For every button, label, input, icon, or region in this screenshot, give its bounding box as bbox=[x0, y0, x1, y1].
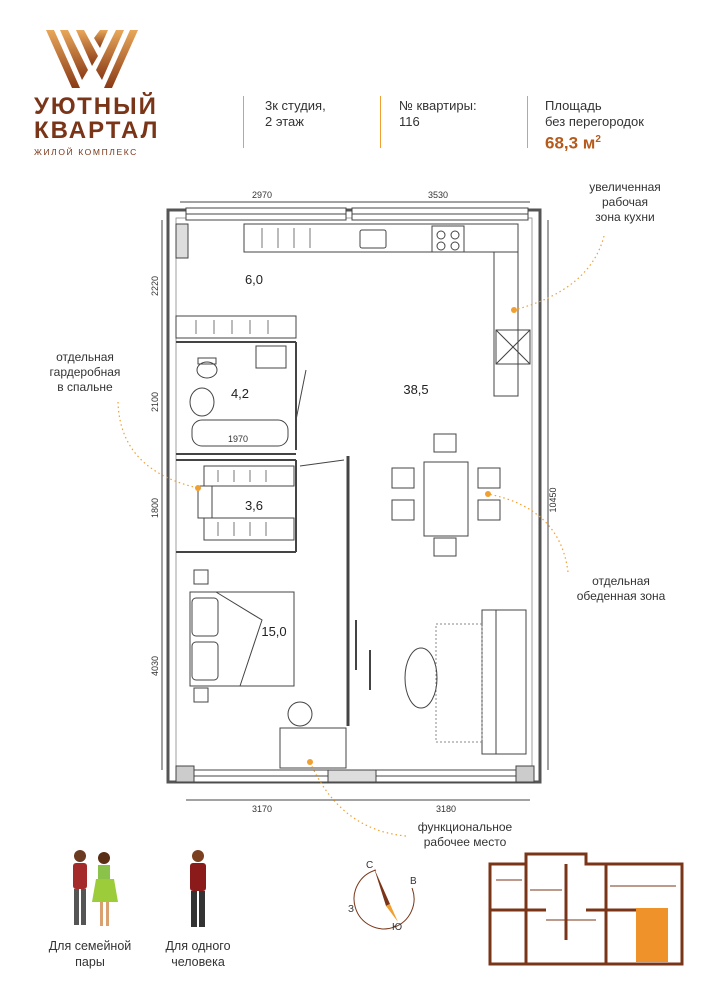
sofa-icon bbox=[482, 610, 526, 754]
coffee-table-icon bbox=[405, 648, 437, 708]
apartment-area: Площадь без перегородок 68,3 $м^2$ bbox=[545, 98, 644, 153]
callout-dining: отдельная обеденная зона bbox=[576, 574, 666, 603]
dim-bottom-left: 3170 bbox=[251, 804, 273, 814]
building-key-plan bbox=[486, 850, 686, 968]
stove-icon bbox=[432, 226, 464, 252]
header-divider bbox=[243, 96, 244, 148]
dim-bottom-right: 3180 bbox=[435, 804, 457, 814]
bath-sink-icon bbox=[190, 388, 214, 416]
dim-right: 10450 bbox=[548, 487, 558, 513]
compass-north: С bbox=[366, 860, 374, 871]
room-area-living: 38,5 bbox=[403, 382, 429, 397]
apartment-number: № квартиры: 116 bbox=[399, 98, 477, 129]
compass-east: В bbox=[410, 876, 417, 887]
dim-left-3: 1800 bbox=[150, 497, 160, 519]
outer-wall bbox=[168, 210, 540, 782]
callout-kitchen: увеличенная рабочая зона кухни bbox=[589, 180, 661, 224]
room-area-hall: 6,0 bbox=[244, 272, 264, 287]
washer-icon bbox=[256, 346, 286, 368]
couple-illustration bbox=[60, 848, 130, 934]
hall-wardrobe bbox=[176, 316, 296, 338]
header-divider bbox=[380, 96, 381, 148]
room-area-wardrobe: 3,6 bbox=[244, 498, 264, 513]
bed-icon bbox=[190, 592, 294, 686]
dining-chair-icon bbox=[392, 468, 414, 488]
brand-name-line1: УЮТНЫЙ bbox=[34, 93, 158, 120]
apartment-highlight bbox=[636, 908, 668, 962]
label-family: Для семейной пары bbox=[48, 939, 132, 969]
room-area-bedroom: 15,0 bbox=[261, 624, 287, 639]
dim-top-left: 2970 bbox=[251, 190, 273, 200]
header-divider bbox=[527, 96, 528, 148]
logo bbox=[34, 24, 160, 164]
apartment-type: 3к студия, 2 этаж bbox=[265, 98, 326, 129]
brand-subtitle: ЖИЛОЙ КОМПЛЕКС bbox=[34, 147, 138, 157]
dim-left-2: 2100 bbox=[150, 391, 160, 413]
callout-wardrobe: отдельная гардеробная в спальне bbox=[49, 350, 121, 394]
dining-chair-icon bbox=[478, 500, 500, 520]
label-single: Для одного человека bbox=[165, 939, 231, 969]
dim-left-4: 4030 bbox=[150, 655, 160, 677]
nightstand-icon bbox=[194, 688, 208, 702]
dim-bath: 1970 bbox=[227, 434, 249, 444]
room-area-bathroom: 4,2 bbox=[230, 386, 250, 401]
area-value: 68,3 м bbox=[545, 133, 596, 153]
dining-chair-icon bbox=[434, 538, 456, 556]
dim-left-1: 2220 bbox=[150, 275, 160, 297]
single-person-illustration bbox=[178, 848, 218, 934]
dining-chair-icon bbox=[392, 500, 414, 520]
dining-chair-icon bbox=[434, 434, 456, 452]
desk-chair-icon bbox=[288, 702, 312, 726]
brand-name-line2: КВАРТАЛ bbox=[34, 117, 160, 144]
sink-icon bbox=[360, 230, 386, 248]
callout-workplace: функциональное рабочее место bbox=[417, 820, 513, 849]
logo-mark-icon bbox=[42, 24, 142, 92]
dim-top-right: 3530 bbox=[427, 190, 449, 200]
dining-table bbox=[424, 462, 468, 536]
compass-west: З bbox=[348, 904, 355, 915]
compass-south: Ю bbox=[392, 922, 403, 933]
dining-chair-icon bbox=[478, 468, 500, 488]
compass-icon bbox=[346, 856, 426, 936]
nightstand-icon bbox=[194, 570, 208, 584]
